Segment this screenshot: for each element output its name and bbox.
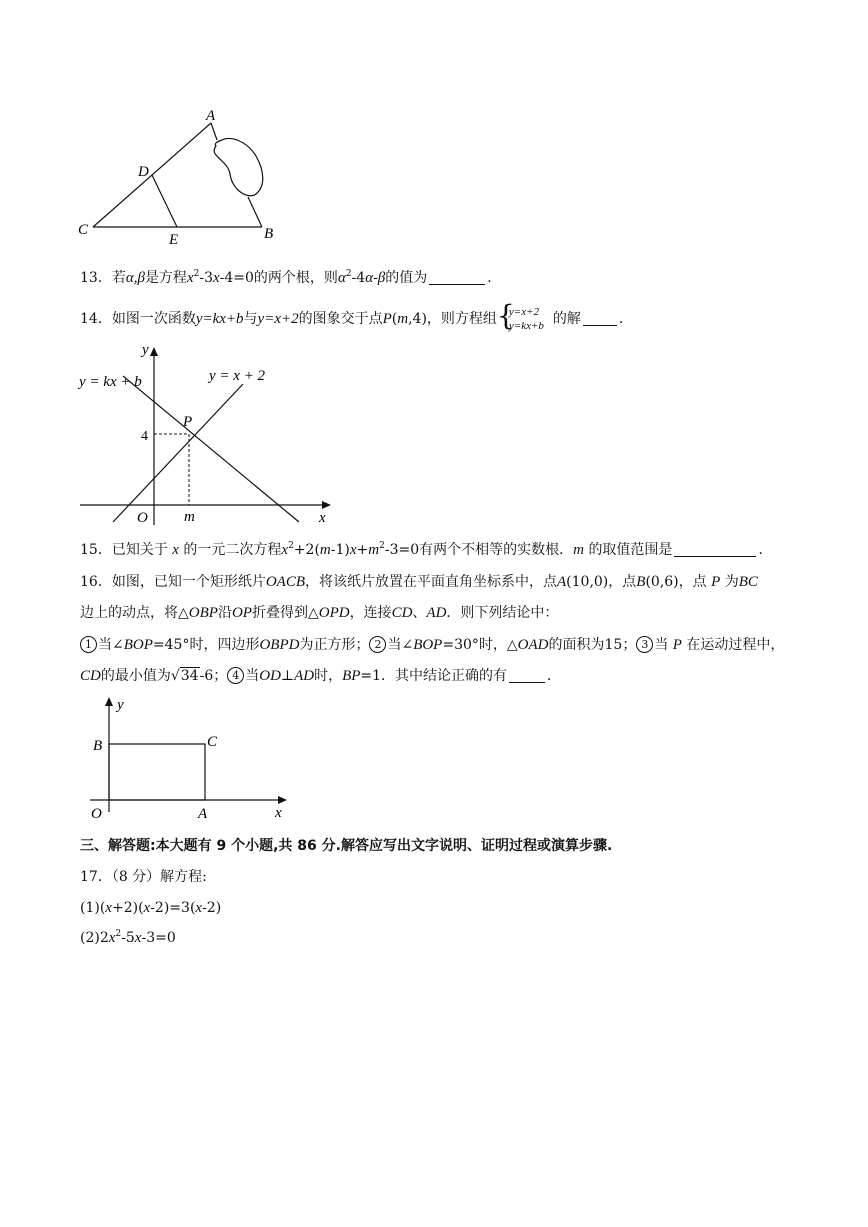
pond-shape [214,139,263,196]
label-C: C [207,734,218,750]
label-B: B [93,738,103,754]
sqrt-34: √34 [170,668,199,684]
question-15: 15．已知关于 x 的一元二次方程$x^2+2(m-1)x+m^2-3=0$有两个不相等的实数根．m 的取值范围是 ． [80,541,773,558]
section-3-heading: 三、解答题:本大题有 9 个小题,共 86 分.解答应写出文字说明、证明过程或演算步骤. [80,838,613,854]
point-P-label: P [183,414,193,430]
label-A: A [198,806,208,822]
question-17: 17．（8 分）解方程: [80,869,207,885]
triangle-figure [70,100,290,250]
y-axis-arrow [105,697,113,706]
x-axis-arrow [278,796,287,804]
equation-system: { y=x+2 y=kx+b [496,299,544,332]
segment-obstacle-B [248,197,262,227]
question-17-part-1: (1)(x+2)(x-2)=3(x-2) [80,900,222,916]
y-tick-4: 4 [141,429,148,444]
x-axis-label: x [275,805,282,821]
answer-blank-16[interactable] [509,667,545,683]
answer-blank-13[interactable] [429,269,485,285]
rectangle-OACB [109,744,205,800]
label-C: C [78,222,89,238]
label-A: A [206,108,216,124]
line-y-kx-plus-b [123,376,299,522]
y-axis-label: y [142,342,149,358]
line2-label: y = x + 2 [209,368,266,384]
x-axis-arrow [322,501,331,509]
x-axis-label: x [319,510,326,526]
label-O: O [91,806,102,822]
question-16-line-1: 16．如图，已知一个矩形纸片OACB，将该纸片放置在平面直角坐标系中，点A(10,0)，点B(0,6)，点 P 为BC [80,574,758,590]
segment-A-obstacle [211,123,217,140]
label-B: B [264,226,274,242]
x-tick-m: m [184,509,195,525]
linear-functions-graph [75,340,345,530]
label-E: E [169,232,179,248]
rectangle-coordinate-figure [80,690,300,825]
y-axis-arrow [150,347,158,356]
answer-blank-15[interactable] [674,541,756,557]
question-16-line-2: 边上的动点，将△OBP沿OP折叠得到△OPD，连接CD、AD．则下列结论中： [80,605,559,621]
line1-label: y = kx + b [79,374,142,390]
question-13: 13．若α,β是方程$x^2-3x-4=0$的两个根，则$\alpha^2-4\alpha-\beta$的值为 ． [80,269,502,286]
y-axis-label: y [117,697,124,713]
question-16-line-4: CD的最小值为√34-6； 4 当OD⊥AD时，BP=1．其中结论正确的有 ． [80,668,562,684]
question-16-line-3: 1 当∠BOP=45°时，四边形OBPD为正方形； 2 当∠BOP=30°时，△OAD的面积为15； 3 当 P 在运动过程中， [80,635,784,655]
question-14: 14．如图一次函数y=kx+b与y=x+2的图象交于点P(m,4)，则方程组 { y=x+2 y=kx+b 的解 ． [80,299,633,332]
label-D: D [138,164,149,180]
answer-blank-14[interactable] [583,310,617,326]
line-y-x-plus-2 [113,384,243,522]
question-17-part-2: $(2)2x^2-5x-3=0$ [80,929,176,946]
segment-DE [152,175,177,227]
origin-label: O [137,510,148,526]
